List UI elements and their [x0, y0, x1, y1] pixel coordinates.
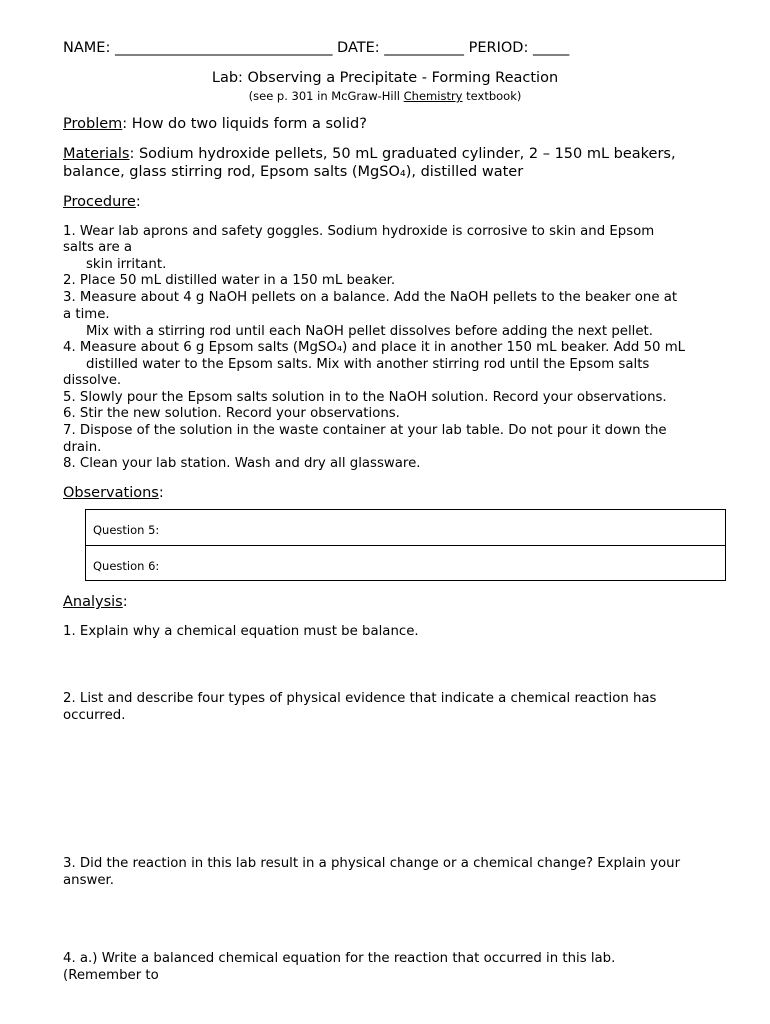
procedure-line: 5. Slowly pour the Epsom salts solution in to the NaOH solution. Record your observations. [63, 390, 667, 405]
observation-row-question-5[interactable] [86, 510, 725, 546]
observations-heading: Observations: [63, 485, 164, 501]
observation-label: Question 5: [93, 523, 160, 537]
observations-label: Observations [63, 485, 159, 501]
materials-text-1: : Sodium hydroxide pellets, 50 mL graduated cylinder, 2 – 150 mL beakers, [129, 146, 676, 162]
problem-label: Problem [63, 116, 123, 132]
period-blank: _____ [532, 40, 570, 56]
lab-title: Lab: Observing a Precipitate - Forming Reaction [211, 70, 559, 86]
name-blank: ______________________________ [114, 40, 333, 56]
procedure-line: Mix with a stirring rod until each NaOH pellet dissolves before adding the next pellet. [86, 324, 653, 339]
analysis-question-4-cont: (Remember to [63, 968, 159, 983]
subtitle-after: textbook) [462, 89, 522, 103]
procedure-line: skin irritant. [86, 257, 167, 272]
analysis-question-3: 3. Did the reaction in this lab result in a physical change or a chemical change? Explain your [63, 856, 681, 871]
procedure-line: 4. Measure about 6 g Epsom salts (MgSO₄) and place it in another 150 mL beaker. Add 50 mL [63, 340, 686, 355]
date-blank: ___________ [384, 40, 465, 56]
observations-table [85, 509, 726, 581]
procedure-line: a time. [63, 307, 110, 322]
analysis-heading: Analysis: [63, 594, 128, 610]
procedure-line: 1. Wear lab aprons and safety goggles. Sodium hydroxide is corrosive to skin and Epsom [63, 224, 655, 239]
problem-section [63, 116, 367, 132]
date-label: DATE: [337, 40, 380, 56]
materials-line-1 [63, 146, 676, 162]
analysis-question-3-cont: answer. [63, 873, 115, 888]
procedure-line: salts are a [63, 240, 133, 255]
lab-subtitle [0, 89, 770, 103]
subtitle-book: Chemistry [403, 89, 463, 103]
analysis-question-4: 4. a.) Write a balanced chemical equation for the reaction that occurred in this lab. [63, 951, 616, 966]
procedure-label: Procedure [63, 194, 136, 210]
name-label: NAME: [63, 40, 111, 56]
problem-text: : How do two liquids form a solid? [122, 116, 367, 132]
procedure-line: 3. Measure about 4 g NaOH pellets on a balance. Add the NaOH pellets to the beaker one at [63, 290, 678, 305]
procedure-line: distilled water to the Epsom salts. Mix with another stirring rod until the Epsom salts [86, 357, 650, 372]
analysis-question-2-cont: occurred. [63, 708, 126, 723]
analysis-label: Analysis [63, 594, 123, 610]
procedure-line: 8. Clean your lab station. Wash and dry all glassware. [63, 456, 421, 471]
period-label: PERIOD: [468, 40, 529, 56]
procedure-line: drain. [63, 440, 102, 455]
observation-label: Question 6: [93, 559, 160, 573]
materials-label: Materials [63, 146, 130, 162]
analysis-question-1: 1. Explain why a chemical equation must be balance. [63, 624, 419, 639]
procedure-heading: Procedure: [63, 194, 141, 210]
analysis-question-2: 2. List and describe four types of physical evidence that indicate a chemical reaction has [63, 691, 657, 706]
materials-line-2: balance, glass stirring rod, Epsom salts (MgSO₄), distilled water [63, 164, 524, 180]
procedure-line: 6. Stir the new solution. Record your observations. [63, 406, 400, 421]
procedure-line: dissolve. [63, 373, 122, 388]
subtitle-before: (see p. 301 in McGraw-Hill [248, 89, 404, 103]
header-fields [63, 40, 569, 56]
procedure-line: 2. Place 50 mL distilled water in a 150 mL beaker. [63, 273, 396, 288]
observation-row-question-6[interactable] [86, 545, 725, 581]
procedure-line: 7. Dispose of the solution in the waste container at your lab table. Do not pour it down the [63, 423, 667, 438]
